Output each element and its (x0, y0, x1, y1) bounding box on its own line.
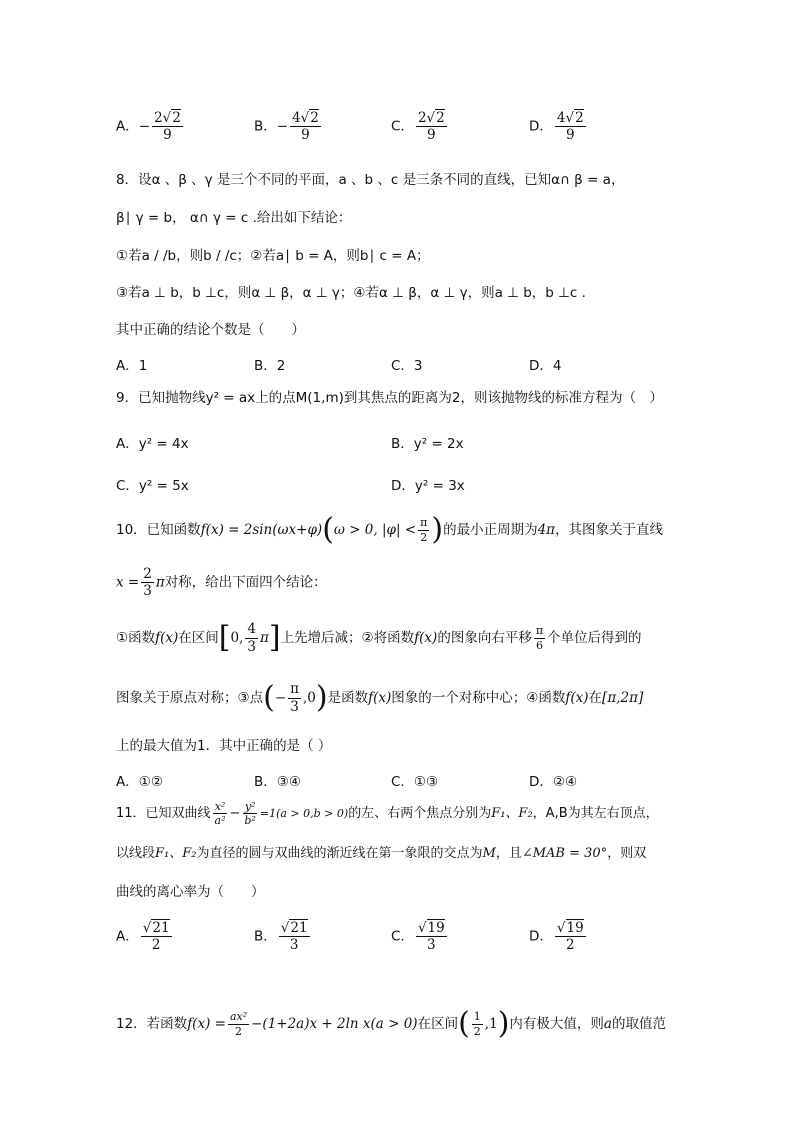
option-label: C． (391, 118, 414, 135)
q10-axis-num: 2 (143, 566, 152, 582)
q10-text: 的图象向右平移 (437, 630, 532, 646)
option-label: C． (391, 928, 414, 945)
q11-angle: ∠MAB = 30° (521, 846, 608, 861)
option-coef: 2 (417, 110, 427, 126)
q11-option-b: B． $\frac{√21}{3}$ (254, 920, 308, 953)
q8-line-1: 8．设α 、β 、γ 是三个不同的平面，a 、b 、c 是三条不同的直线，已知α∩ β = a， (116, 172, 625, 188)
option-rad: 2 (436, 110, 445, 126)
option-label: A． (116, 928, 139, 945)
q12-var: a (603, 1016, 612, 1032)
q10-period: 4π (537, 522, 556, 538)
q11-line-2 (116, 846, 646, 862)
q7-option-a: A．− $\frac{2√2}{9}$ (116, 110, 181, 143)
q11-m: M (482, 846, 496, 861)
option-rad: 19 (566, 920, 584, 936)
option-den: 9 (566, 127, 575, 143)
option-coef: 2 (154, 110, 163, 126)
option-den: 3 (289, 937, 299, 953)
q10-text: 个单位后得到的 (547, 630, 642, 646)
q10-line-3: ①函数f(x)在区间[0, $\frac{4}{3}$ π]上先增后减；②将函数f(x)的图象向右平移 $\frac{\pi}{6}$ 个单位后得到的 (116, 620, 642, 655)
q10-text: 上先增后减；②将函数 (280, 630, 415, 646)
q10-text: 在区间 (178, 630, 219, 646)
q11-text: ，且 (495, 846, 522, 861)
q11-text: ，A,B为其左右顶点， (532, 806, 659, 822)
q10-option-b: B．③④ (254, 774, 301, 790)
q7-option-d: D． $\frac{4√2}{9}$ (529, 110, 584, 143)
q11-option-a: A． $\frac{√21}{2}$ (116, 920, 170, 953)
q12-den: 2 (235, 1024, 243, 1038)
q10-interval: 0, (230, 630, 244, 646)
q10-fx: f(x) (155, 630, 179, 646)
q11-x2: x² (214, 800, 226, 813)
option-den: 2 (151, 937, 161, 953)
option-rad: 2 (575, 110, 584, 126)
option-rad: 21 (290, 920, 308, 936)
q8-option-c: C．3 (391, 358, 423, 374)
option-label: B． (254, 928, 277, 945)
q11-option-c: C． $\frac{√19}{3}$ (391, 920, 445, 953)
option-rad: 19 (427, 920, 445, 936)
option-sign: − (138, 118, 151, 135)
q10-line-5: 上的最大值为1．其中正确的是（ ） (116, 738, 332, 754)
q10-point-num: π (290, 681, 300, 698)
option-rad: 2 (172, 110, 181, 126)
q12-line-1: 12．若函数f(x) = $\frac{\text{ax²}}{2}$ −(1+2a)x + 2ln x(a > 0)在区间( $\frac{1}{2}$ ,1)内有极大值，则a的取值范 (116, 1006, 666, 1041)
q7-option-c: C． $\frac{2√2}{9}$ (391, 110, 445, 143)
q10-text: 的最小正周期为 (443, 522, 538, 538)
q11-line-3: 曲线的离心率为（ ） (116, 884, 265, 900)
q10-fx: f(x) (368, 690, 392, 706)
option-label: B． (254, 118, 277, 135)
q11-text: 的左、右两个焦点分别为 (348, 806, 492, 822)
q8-option-b: B．2 (254, 358, 286, 374)
q10-text: ，其图象关于直线 (555, 522, 664, 538)
q8-option-d: D．4 (529, 358, 562, 374)
q11-text: 11．已知双曲线 (116, 806, 211, 822)
q12-int-den: 2 (473, 1024, 481, 1038)
option-rad: 21 (152, 920, 170, 936)
option-den: 9 (301, 127, 310, 143)
q11-condition: =1(a > 0,b > 0) (259, 807, 349, 821)
q12-text: 12．若函数 (116, 1016, 188, 1032)
option-den: 9 (427, 127, 436, 143)
q12-int-one: ,1 (484, 1016, 498, 1032)
q11-a2: a² (214, 814, 226, 828)
q10-point-den: 3 (290, 698, 299, 715)
q7-option-b: B．− $\frac{4√2}{9}$ (254, 110, 319, 143)
q10-cond-num: π (420, 516, 428, 530)
q12-num: ax² (229, 1010, 248, 1024)
q10-text: 图象的一个对称中心；④函数 (391, 690, 566, 706)
q10-cond-den: 2 (420, 530, 428, 544)
q10-line-2 (116, 566, 327, 599)
q10-fx: f(x) (414, 630, 438, 646)
q11-text: 为直径的圆与双曲线的渐近线在第一象限的交点为 (196, 846, 483, 861)
q11-foci: F₁、F₂ (491, 806, 533, 822)
q12-expression: −(1+2a)x + 2ln x(a > 0) (251, 1016, 418, 1032)
q12-text: 在区间 (417, 1016, 459, 1032)
q10-function: f(x) = 2sin(ωx+φ) (200, 522, 323, 538)
q10-axis-den: 3 (143, 583, 152, 600)
option-label: A． (116, 118, 139, 135)
q10-point-zero: ,0 (303, 690, 316, 706)
q10-shift-num: π (535, 624, 544, 638)
q10-text: ①函数 (116, 630, 156, 646)
q10-fx: f(x) (565, 690, 589, 706)
q10-interval-2: [π,2π] (602, 690, 644, 706)
q11-option-d: D． $\frac{√19}{2}$ (529, 920, 584, 953)
q10-pi: π (155, 574, 165, 591)
q10-text: 在 (588, 690, 603, 706)
q9-option-a: A．y² = 4x (116, 436, 189, 452)
option-sign: − (276, 118, 289, 135)
q10-line-4: 图象关于原点对称；③点(− $\frac{\pi}{3}$ ,0)是函数f(x)图象的一个对称中心；④函数f(x)在[π,2π] (116, 680, 644, 715)
q10-shift-den: 6 (535, 638, 543, 652)
q11-y2: y² (244, 800, 256, 813)
q10-option-a: A．①② (116, 774, 163, 790)
option-rad: 2 (310, 110, 319, 126)
q11-text: 以线段 (116, 846, 156, 861)
q8-line-3: ①若a / /b，则b / /c；②若a∣ b = A，则b∣ c = A； (116, 248, 430, 264)
q10-option-c: C．①③ (391, 774, 439, 790)
q10-interval-den: 3 (247, 638, 256, 655)
q12-int-num: 1 (473, 1010, 481, 1024)
q10-text: 图象关于原点对称；③点 (116, 690, 264, 706)
q9-option-c: C．y² = 5x (116, 478, 189, 494)
q11-text: ，则双 (607, 846, 647, 861)
q10-pi: π (259, 630, 269, 646)
q11-foci: F₁、F₂ (155, 846, 197, 861)
q11-line-1: 11．已知双曲线 $\frac{\text{x²}}{\text{a²}}$ − $\frac{\text{y²}}{\text{b²}}$ =1(a > 0,b > 0)的左、右两个焦点分别为F₁、F₂，A,B为其左右顶点， (116, 800, 659, 828)
q11-b2: b² (244, 814, 256, 828)
option-label: D． (529, 118, 553, 135)
option-coef: 4 (292, 110, 301, 126)
q8-line-2: β∣ γ = b， α∩ γ = c .给出如下结论： (116, 210, 352, 226)
q8-option-a: A．1 (116, 358, 148, 374)
q12-fx: f(x) = (187, 1016, 226, 1032)
q10-line-1: 10．已知函数f(x) = 2sin(ωx+φ)(ω > 0, |φ| < $\frac{\pi}{2}$ )的最小正周期为4π，其图象关于直线 (116, 512, 664, 547)
q8-line-5: 其中正确的结论个数是（ ） (116, 322, 305, 338)
q8-line-4: ③若a ⊥ b，b ⊥c，则α ⊥ β，α ⊥ γ；④若α ⊥ β，α ⊥ γ，则a ⊥ b，b ⊥c . (116, 285, 586, 301)
q10-condition: ω > 0, |φ| < (333, 522, 417, 538)
q9-option-b: B．y² = 2x (391, 436, 464, 452)
q12-text: 的取值范 (611, 1016, 666, 1032)
q12-text: 内有极大值，则 (509, 1016, 604, 1032)
option-label: D． (529, 928, 553, 945)
q9-option-d: D．y² = 3x (391, 478, 465, 494)
option-coef: 4 (556, 110, 566, 126)
q10-text: 对称，给出下面四个结论： (164, 574, 327, 591)
q10-text: 10．已知函数 (116, 522, 201, 538)
option-den: 9 (163, 127, 172, 143)
q10-text: 是函数 (327, 690, 369, 706)
option-den: 3 (427, 937, 436, 953)
q10-x: x = (116, 574, 140, 591)
q9-stem: 9．已知抛物线y² = ax上的点M(1,m)到其焦点的距离为2，则该抛物线的标准方程为（ ） (116, 390, 663, 406)
option-den: 2 (566, 937, 575, 953)
q10-option-d: D．②④ (529, 774, 578, 790)
q10-interval-num: 4 (247, 621, 256, 638)
